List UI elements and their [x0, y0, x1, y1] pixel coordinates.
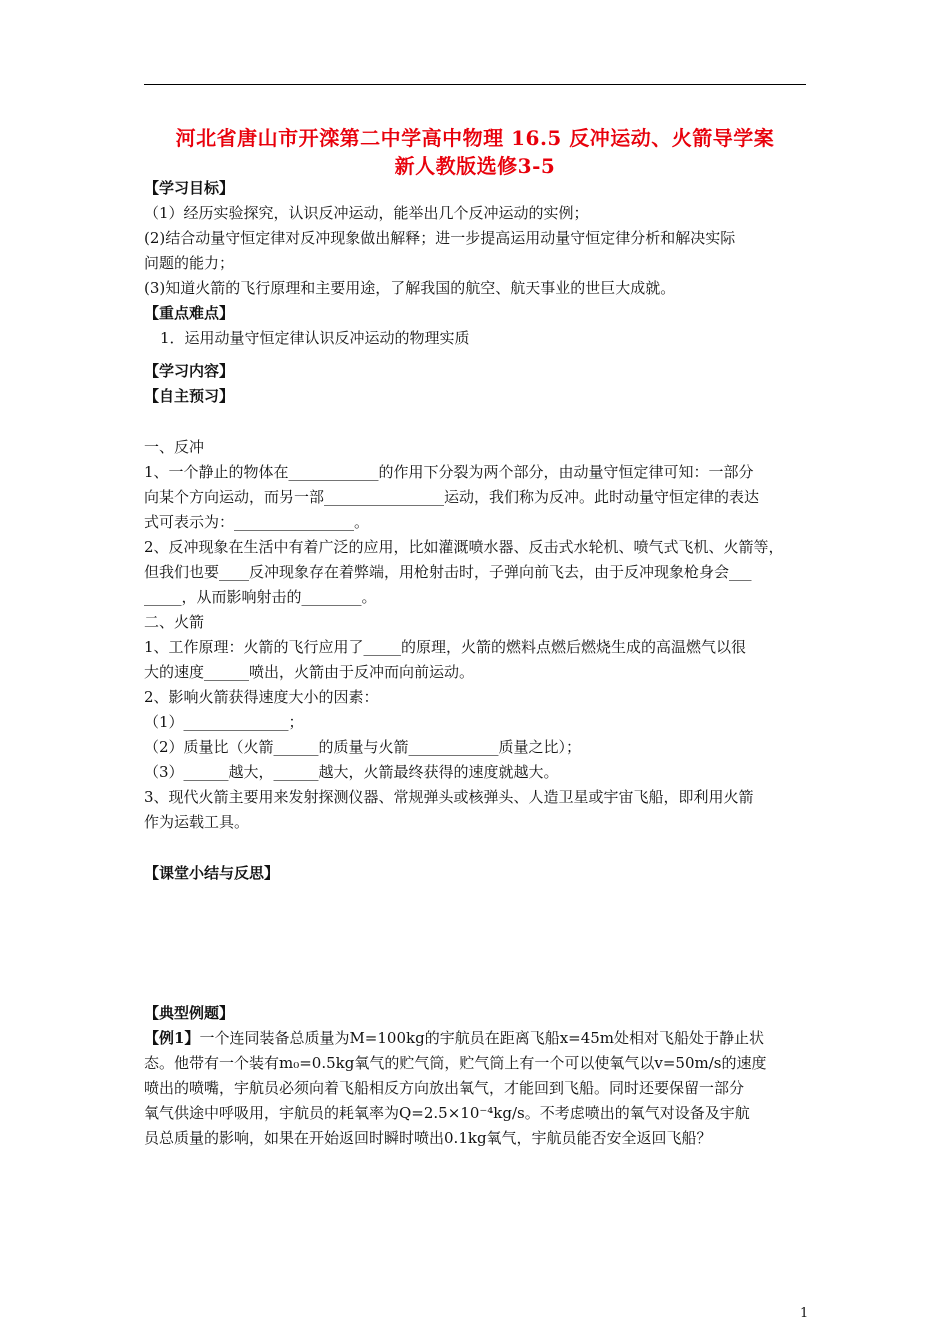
objective-line: (2)结合动量守恒定律对反冲现象做出解释；进一步提高运用动量守恒定律分析和解决实际: [144, 229, 736, 247]
section2-title: 二、火箭: [144, 613, 205, 631]
example-line: 喷出的喷嘴，宇航员必须向着飞船相反方向放出氧气，才能回到飞船。同时还要保留一部分: [144, 1079, 745, 1097]
section2-line: 1、工作原理：火箭的飞行应用了_____的原理，火箭的燃料点燃后燃烧生成的高温燃气以很: [144, 638, 747, 656]
section1-line: 1、一个静止的物体在____________的作用下分裂为两个部分，由动量守恒定律可知：一部分: [144, 463, 754, 481]
example-text: 一个连同装备总质量为M=100kg的宇航员在距离飞船x=45m处相对飞船处于静止状: [199, 1029, 765, 1047]
example-line: 态。他带有一个装有m₀=0.5kg氧气的贮气筒，贮气筒上有一个可以使氧气以v=50m/s的速度: [144, 1054, 767, 1072]
section2-line: （3）______越大，______越大，火箭最终获得的速度就越大。: [144, 763, 559, 781]
examples-heading: 【典型例题】: [144, 1004, 235, 1022]
header-rule: [144, 84, 806, 85]
section2-line: （1）______________；: [144, 713, 304, 731]
section1-line: 2、反冲现象在生活中有着广泛的应用，比如灌溉喷水器、反击式水轮机、喷气式飞机、火箭等，: [144, 538, 784, 556]
summary-heading: 【课堂小结与反思】: [144, 864, 280, 882]
example-label: 【例1】: [144, 1029, 200, 1047]
section2-line: 2、影响火箭获得速度大小的因素：: [144, 688, 379, 706]
doc-title-line2: 新人教版选修3-5: [394, 154, 556, 178]
section2-line: 大的速度______喷出，火箭由于反冲而向前运动。: [144, 663, 475, 681]
document-body: [144, 176, 808, 1151]
section2-line: （2）质量比（火箭______的质量与火箭____________质量之比）；: [144, 738, 582, 756]
section2-line: 3、现代火箭主要用来发射探测仪器、常规弹头或核弹头、人造卫星或宇宙飞船，即利用火箭: [144, 788, 754, 806]
page-number: 1: [800, 1306, 809, 1321]
content-heading: 【学习内容】: [144, 362, 235, 380]
section1-title: 一、反冲: [144, 438, 205, 456]
key-point-item: 1．运用动量守恒定律认识反冲运动的物理实质: [160, 329, 470, 347]
section1-line: 但我们也要____反冲现象存在着弊端，用枪射击时，子弹向前飞去，由于反冲现象枪身会___: [144, 563, 752, 581]
doc-title-line1: 河北省唐山市开滦第二中学高中物理 16.5 反冲运动、火箭导学案: [175, 126, 775, 150]
section2-line: 作为运载工具。: [144, 813, 250, 831]
key-points-heading: 【重点难点】: [144, 304, 235, 322]
objective-line: 问题的能力；: [144, 254, 235, 272]
objective-line: （1）经历实验探究，认识反冲运动，能举出几个反冲运动的实例；: [144, 204, 589, 222]
example-line: 氧气供途中呼吸用，宇航员的耗氧率为Q=2.5×10⁻⁴kg/s。不考虑喷出的氧气对设备及宇航: [144, 1104, 750, 1122]
preview-heading: 【自主预习】: [144, 387, 235, 405]
section1-line: 向某个方向运动，而另一部________________运动，我们称为反冲。此时动量守恒定律的表达: [144, 488, 760, 506]
example-line: [144, 1026, 808, 1051]
objectives-heading: 【学习目标】: [144, 179, 235, 197]
objective-line: (3)知道火箭的飞行原理和主要用途，了解我国的航空、航天事业的世巨大成就。: [144, 279, 676, 297]
section1-line: 式可表示为：________________。: [144, 513, 370, 531]
section1-line: _____，从而影响射击的________。: [144, 588, 377, 606]
example-line: 员总质量的影响，如果在开始返回时瞬时喷出0.1kg氧气，宇航员能否安全返回飞船？: [144, 1129, 712, 1147]
